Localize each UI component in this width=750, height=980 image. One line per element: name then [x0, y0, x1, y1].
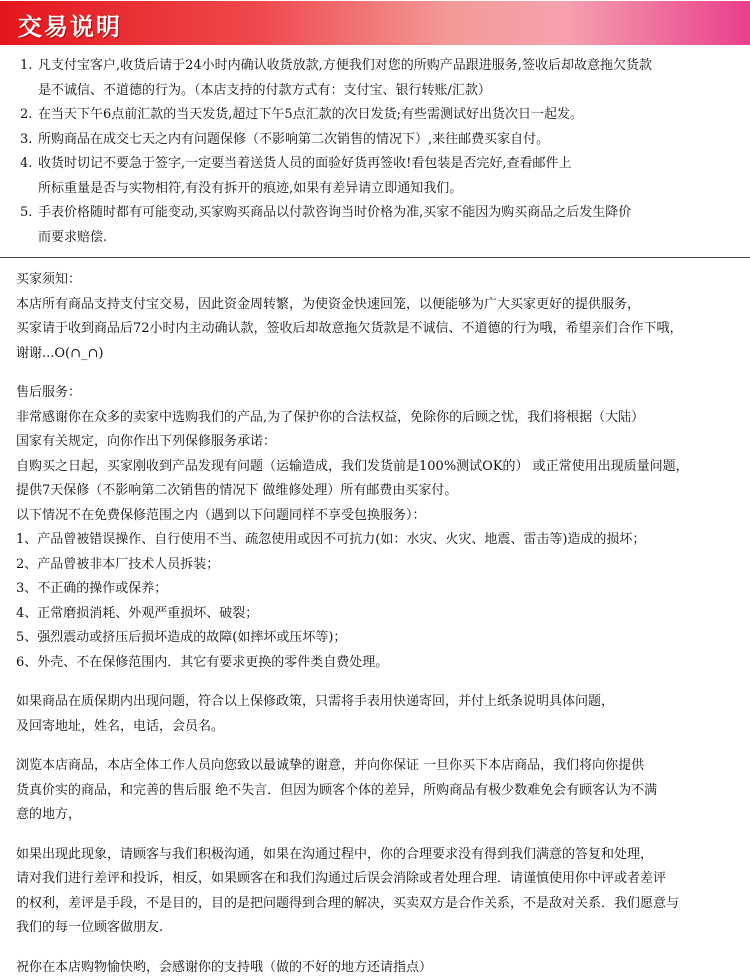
exclusion-item: 2、产品曾被非本厂技术人员拆装； — [16, 553, 742, 578]
closing-line: 祝你在本店购物愉快哟，会感谢你的支持哦（做的不好的地方还请指点） — [16, 956, 742, 980]
paragraph-line: 如果商品在质保期内出现问题，符合以上保修政策，只需将手表用快递寄回，并付上纸条说明具体问题， — [16, 690, 742, 715]
header-banner — [0, 1, 750, 45]
term-item-2 — [0, 103, 750, 128]
paragraph-line: 本店所有商品支持支付宝交易，因此资金周转繁，为使资金快速回笼，以便能够为广大买家更好的提供服务， — [16, 293, 742, 318]
paragraph-line: 的权利，差评是手段，不是目的，目的是把问题得到合理的解决，买卖双方是合作关系，不是敌对关系．我们愿意与 — [16, 892, 742, 917]
term-item-3 — [0, 128, 750, 153]
term-item-1 — [0, 54, 750, 103]
exclusion-item: 4、正常磨损消耗、外观严重损坏、破裂； — [16, 602, 742, 627]
exclusion-item: 1、产品曾被错误操作、自行使用不当、疏忽使用或因不可抗力(如：水灾、火灾、地震、雷击等)造成的损坏； — [16, 528, 742, 553]
paragraph-line: 请对我们进行差评和投诉，相反，如果顾客在和我们沟通过后误会消除或者处理合理．请谨慎使用你中评或者差评 — [16, 867, 742, 892]
paragraph-line: 货真价实的商品，和完善的售后服 绝不失言．但因为顾客个体的差异，所购商品有极少数难免会有顾客认为不满 — [16, 779, 742, 804]
paragraph-line: 自购买之日起，买家刚收到产品发现有问题（运输造成，我们发货前是100%测试OK的） 或正常使用出现质量问题， — [16, 455, 742, 480]
buyer-notice-heading: 买家须知： — [16, 268, 742, 293]
paragraph-gap — [16, 828, 742, 843]
term-number: 2. — [20, 103, 32, 128]
after-sales-heading: 售后服务： — [16, 381, 742, 406]
paragraph-line: 及回寄地址，姓名，电话，会员名。 — [16, 715, 742, 740]
paragraph-gap — [16, 739, 742, 754]
term-line: 在当天下午6点前汇款的当天发货,超过下午5点汇款的次日发货;有些需测试好出货次日一起发。 — [38, 103, 742, 128]
exclusion-item: 6、外壳、不在保修范围内．其它有要求更换的零件类自费处理。 — [16, 651, 742, 676]
notice-body — [0, 258, 750, 980]
paragraph-gap — [16, 941, 742, 956]
term-line: 所购商品在成交七天之内有问题保修（不影响第二次销售的情况下）,来往邮费买家自付。 — [38, 128, 742, 153]
paragraph-line: 如果出现此现象，请顾客与我们积极沟通，如果在沟通过程中，你的合理要求没有得到我们满意的答复和处理， — [16, 843, 742, 868]
browse-paragraph — [16, 754, 742, 828]
term-line: 收货时切记不要急于签字,一定要当着送货人员的面验好货再签收!看包装是否完好,查看邮件上 — [38, 152, 742, 177]
buyer-notice-section — [16, 268, 742, 366]
exclusion-item: 5、强烈震动或挤压后损坏造成的故障(如摔坏或压坏等)； — [16, 626, 742, 651]
term-number: 4. — [20, 152, 32, 177]
trade-terms-list — [0, 54, 750, 250]
term-line: 手表价格随时都有可能变动,买家购买商品以付款咨询当时价格为准,买家不能因为购买商品之后发生降价 — [38, 201, 742, 226]
paragraph-line: 提供7天保修（不影响第二次销售的情况下 做维修处理）所有邮费由买家付。 — [16, 479, 742, 504]
banner-title: 交易说明 — [18, 7, 122, 42]
term-number: 3. — [20, 128, 32, 153]
after-sales-section — [16, 381, 742, 675]
term-line: 凡支付宝客户,收货后请于24小时内确认收货放款,方便我们对您的所购产品跟进服务,签收后却故意拖欠货款 — [38, 54, 742, 79]
communicate-paragraph — [16, 843, 742, 941]
term-line: 是不诚信、不道德的行为。（本店支持的付款方式有：支付宝、银行转账/汇款） — [38, 79, 742, 104]
term-item-4 — [0, 152, 750, 201]
paragraph-line: 浏览本店商品，本店全体工作人员向您致以最诚挚的谢意，并向你保证 一旦你买下本店商品，我们将向你提供 — [16, 754, 742, 779]
paragraph-line: 我们的每一位顾客做朋友. — [16, 916, 742, 941]
term-item-5 — [0, 201, 750, 250]
paragraph-line: 非常感谢你在众多的卖家中选购我们的产品,为了保护你的合法权益，免除你的后顾之忧，我们将根据（大陆） — [16, 406, 742, 431]
paragraph-gap — [16, 366, 742, 381]
term-number: 5. — [20, 201, 32, 226]
exclusion-item: 3、不正确的操作或保养； — [16, 577, 742, 602]
repair-paragraph — [16, 690, 742, 739]
paragraph-gap — [16, 675, 742, 690]
term-number: 1. — [20, 54, 32, 79]
paragraph-line: 国家有关规定，向你作出下列保修服务承诺： — [16, 430, 742, 455]
paragraph-line: 意的地方， — [16, 803, 742, 828]
paragraph-line: 以下情况不在免费保修范围之内（遇到以下问题同样不享受包换服务）： — [16, 504, 742, 529]
paragraph-line: 买家请于收到商品后72小时内主动确认款，签收后却故意拖欠货款是不诚信、不道德的行为哦，希望亲们合作下哦， — [16, 317, 742, 342]
term-line: 所标重量是否与实物相符,有没有拆开的痕迹,如果有差异请立即通知我们。 — [38, 177, 742, 202]
paragraph-line: 谢谢...O(∩_∩) — [16, 342, 742, 367]
term-line: 而要求赔偿. — [38, 226, 742, 251]
